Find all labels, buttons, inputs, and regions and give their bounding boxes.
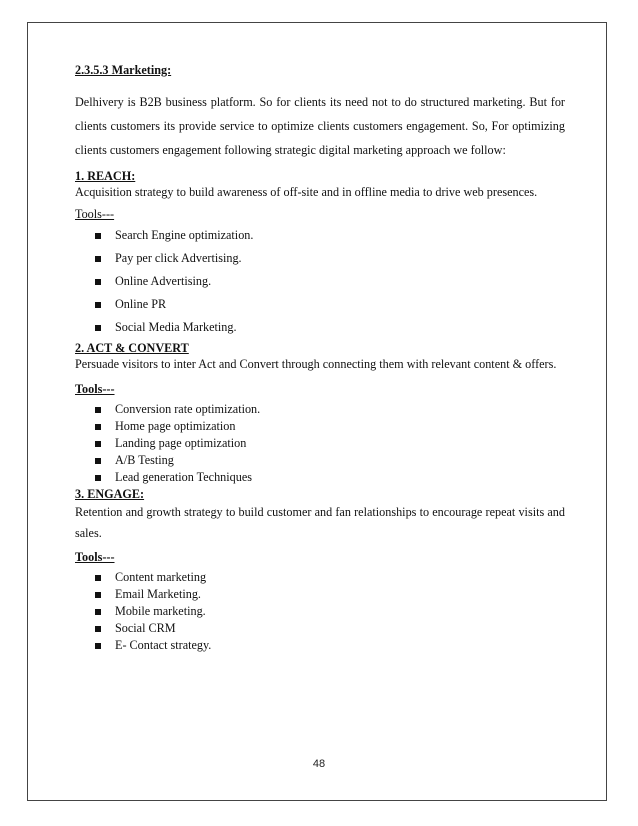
list-item: Pay per click Advertising. — [95, 247, 565, 270]
bullet-icon — [95, 407, 101, 413]
bullet-icon — [95, 475, 101, 481]
act-convert-tools-label: Tools--- — [75, 382, 115, 396]
list-item: Social Media Marketing. — [95, 316, 565, 339]
bullet-icon — [95, 626, 101, 632]
act-convert-tools-list — [75, 401, 565, 486]
bullet-icon — [95, 592, 101, 598]
list-item: Search Engine optimization. — [95, 224, 565, 247]
reach-title: 1. REACH: — [75, 169, 136, 183]
bullet-icon — [95, 575, 101, 581]
bullet-icon — [95, 256, 101, 262]
act-convert-title: 2. ACT & CONVERT — [75, 341, 189, 355]
act-convert-description: Persuade visitors to inter Act and Convert through connecting them with relevant content & offers. — [75, 357, 557, 371]
list-item: Content marketing — [95, 569, 565, 586]
reach-description: Acquisition strategy to build awareness of off-site and in offline media to drive web presences. — [75, 185, 538, 199]
intro-paragraph: Delhivery is B2B business platform. So for clients its need not to do structured marketing. But for clients customers its provide service to optimize clients customers engagement. So, For optimizing clients customers engagement following strategic digital marketing approach we follow: — [75, 95, 565, 157]
bullet-icon — [95, 279, 101, 285]
bullet-icon — [95, 424, 101, 430]
engage-description: Retention and growth strategy to build customer and fan relationships to encourage repeat visits and sales. — [75, 505, 565, 540]
list-item: Home page optimization — [95, 418, 565, 435]
engage-title: 3. ENGAGE: — [75, 487, 145, 501]
reach-tools-label: Tools--- — [75, 207, 115, 221]
bullet-icon — [95, 609, 101, 615]
list-item: Mobile marketing. — [95, 603, 565, 620]
bullet-icon — [95, 643, 101, 649]
list-item: Social CRM — [95, 620, 565, 637]
list-item: Online Advertising. — [95, 270, 565, 293]
engage-tools-list — [75, 569, 565, 654]
page-number: 48 — [312, 758, 326, 770]
list-item: Online PR — [95, 293, 565, 316]
bullet-icon — [95, 302, 101, 308]
list-item: Landing page optimization — [95, 435, 565, 452]
engage-tools-label: Tools--- — [75, 550, 115, 564]
bullet-icon — [95, 458, 101, 464]
section-heading: 2.3.5.3 Marketing: — [75, 63, 172, 77]
bullet-icon — [95, 325, 101, 331]
reach-tools-list — [75, 224, 565, 339]
list-item: A/B Testing — [95, 452, 565, 469]
bullet-icon — [95, 441, 101, 447]
bullet-icon — [95, 233, 101, 239]
list-item: Email Marketing. — [95, 586, 565, 603]
document-body — [75, 62, 565, 654]
list-item: Lead generation Techniques — [95, 469, 565, 486]
list-item: Conversion rate optimization. — [95, 401, 565, 418]
list-item: E- Contact strategy. — [95, 637, 565, 654]
